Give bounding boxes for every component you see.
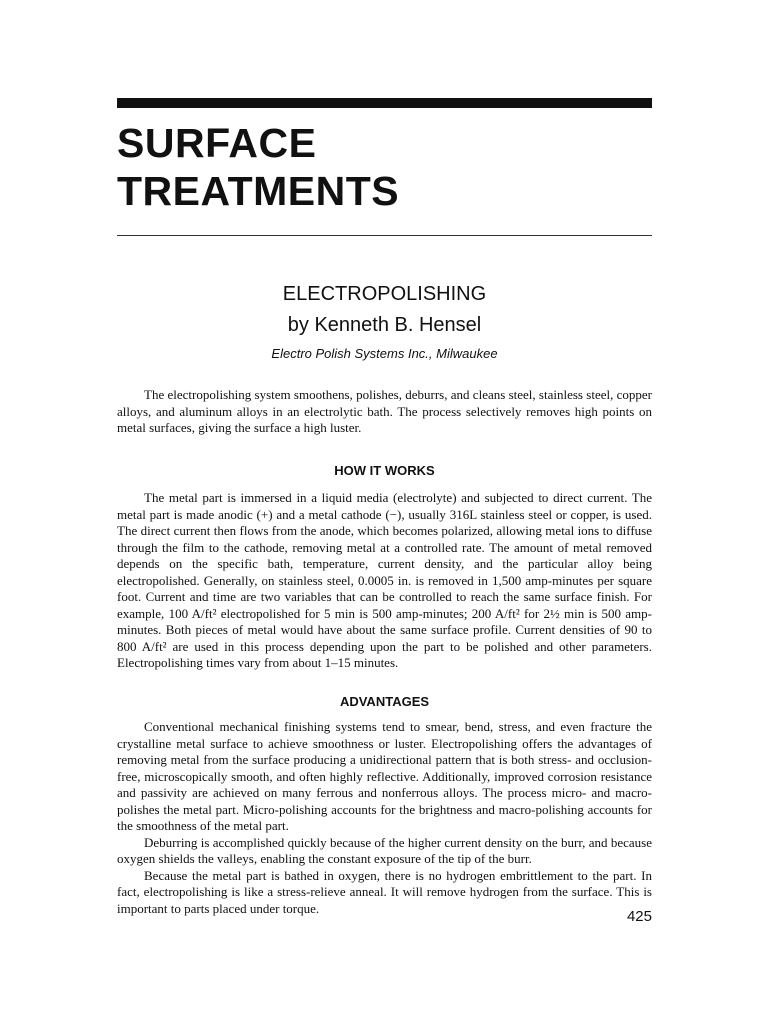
intro-text: The electropolishing system smoothens, polishes, deburrs, and cleans steel, stainless steel, copper alloys, and aluminum alloys in an electrolytic bath. The process selectively removes high points on metal surfaces, giving the surface a high luster. [117,387,652,435]
advantages-paragraph-1: Conventional mechanical finishing systems tend to smear, bend, stress, and even fracture the crystalline metal surface to achieve smoothness or luster. Electropolishing offers the advantages of removing metal from the surface producing a unidirectional pattern that is both stress- and occlusion-free, microscopically smooth, and often highly reflective. Additionally, improved corrosion resistance and passivity are achieved on many ferrous and nonferrous alloys. The process micro- and macro-polishes the metal part. Micro-polishing accounts for the brightness and macro-polishing accounts for the smoothness of the metal part. [117,719,652,833]
how-it-works-paragraph: The metal part is immersed in a liquid media (electrolyte) and subjected to direct current. The metal part is made anodic (+) and a metal cathode (−), usually 316L stainless steel or copper, is used. The direct current then flows from the anode, which becomes polarized, allowing metal ions to diffuse through the film to the cathode, removing metal at a controlled rate. The amount of metal removed depends on the specific bath, temperature, current density, and the particular alloy being electropolished. Generally, on stainless steel, 0.0005 in. is removed in 1,500 amp-minutes per square foot. Current and time are two variables that can be controlled to reach the same surface finish. For example, 100 A/ft² electropolished for 5 min is 500 amp-minutes; 200 A/ft² for 2½ min is 500 amp-minutes. Both pieces of metal would have about the same surface profile. Current densities of 90 to 800 A/ft² are used in this process depending upon the part to be polished and other parameters. Electropolishing times vary from about 1–15 minutes. [117,490,652,670]
advantages-paragraph-2: Deburring is accomplished quickly because of the higher current density on the burr, and because oxygen shields the valleys, enabling the constant exposure of the tip of the burr. [117,834,652,866]
chapter-title-line-2: TREATMENTS [117,168,400,214]
page-number: 425 [626,908,652,925]
how-it-works-section [117,490,652,672]
article-title: ELECTROPOLISHING [282,283,487,305]
chapter-title [117,119,657,215]
advantages-heading: ADVANTAGES [339,694,430,709]
how-it-works-heading: HOW IT WORKS [334,463,435,478]
title-divider [117,235,652,236]
chapter-title-line-1: SURFACE [117,120,317,166]
top-rule [117,98,652,108]
advantages-paragraph-3: Because the metal part is bathed in oxygen, there is no hydrogen embrittlement to the part. In fact, electropolishing is like a stress-relieve anneal. It will remove hydrogen from the surface. This is important to parts placed under torque. [117,867,652,916]
article-byline: by Kenneth B. Hensel [287,314,482,336]
advantages-section [117,719,652,917]
intro-paragraph [117,387,652,437]
author-affiliation: Electro Polish Systems Inc., Milwaukee [271,346,498,361]
